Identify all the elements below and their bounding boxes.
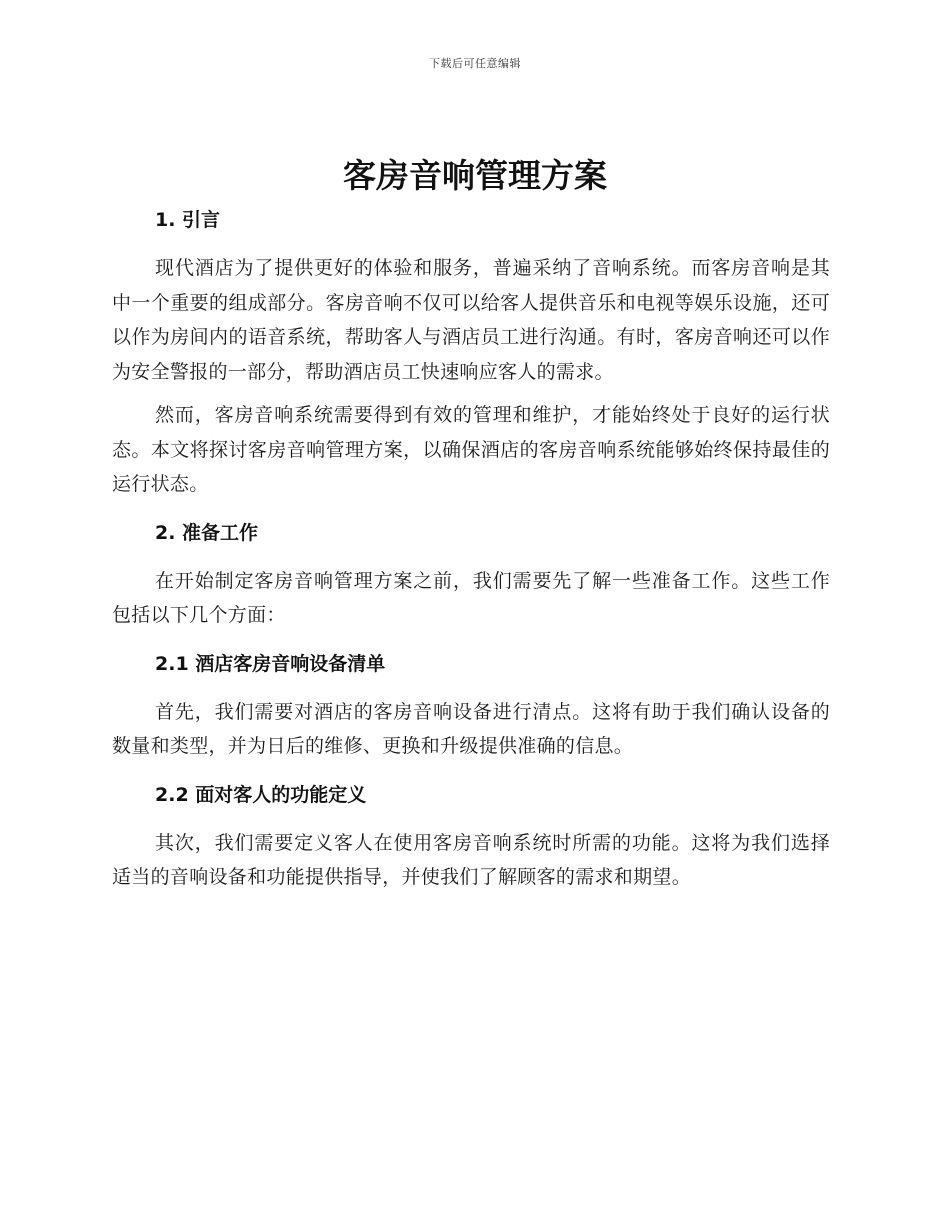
document-body — [112, 198, 830, 895]
paragraph-equipment-list: 首先，我们需要对酒店的客房音响设备进行清点。这将有助于我们确认设备的数量和类型，并为日后的维修、更换和升级提供准确的信息。 — [112, 700, 830, 757]
section-heading-introduction: 1. 引言 — [155, 209, 221, 231]
paragraph-guest-functions: 其次，我们需要定义客人在使用客房音响系统时所需的功能。这将为我们选择适当的音响设备和功能提供指导，并使我们了解顾客的需求和期望。 — [112, 831, 830, 888]
document-title: 客房音响管理方案 — [343, 156, 607, 195]
page-header-note: 下载后可任意编辑 — [429, 57, 521, 70]
subsection-heading-guest-functions: 2.2 面对客人的功能定义 — [155, 783, 367, 806]
paragraph-introduction-2: 然而，客房音响系统需要得到有效的管理和维护，才能始终处于良好的运行状态。本文将探讨客房音响管理方案，以确保酒店的客房音响系统能够始终保持最佳的运行状态。 — [112, 404, 830, 495]
paragraph-preparation-1: 在开始制定客房音响管理方案之前，我们需要先了解一些准备工作。这些工作包括以下几个方面： — [112, 569, 830, 626]
section-heading-preparation: 2. 准备工作 — [155, 521, 259, 544]
subsection-heading-equipment-list: 2.1 酒店客房音响设备清单 — [155, 652, 386, 675]
paragraph-introduction-1: 现代酒店为了提供更好的体验和服务，普遍采纳了音响系统。而客房音响是其中一个重要的组成部分。客房音响不仅可以给客人提供音乐和电视等娱乐设施，还可以作为房间内的语音系统，帮助客人与酒店员工进行沟通。有时，客房音响还可以作为安全警报的一部分，帮助酒店员工快速响应客人的需求。 — [112, 257, 830, 383]
